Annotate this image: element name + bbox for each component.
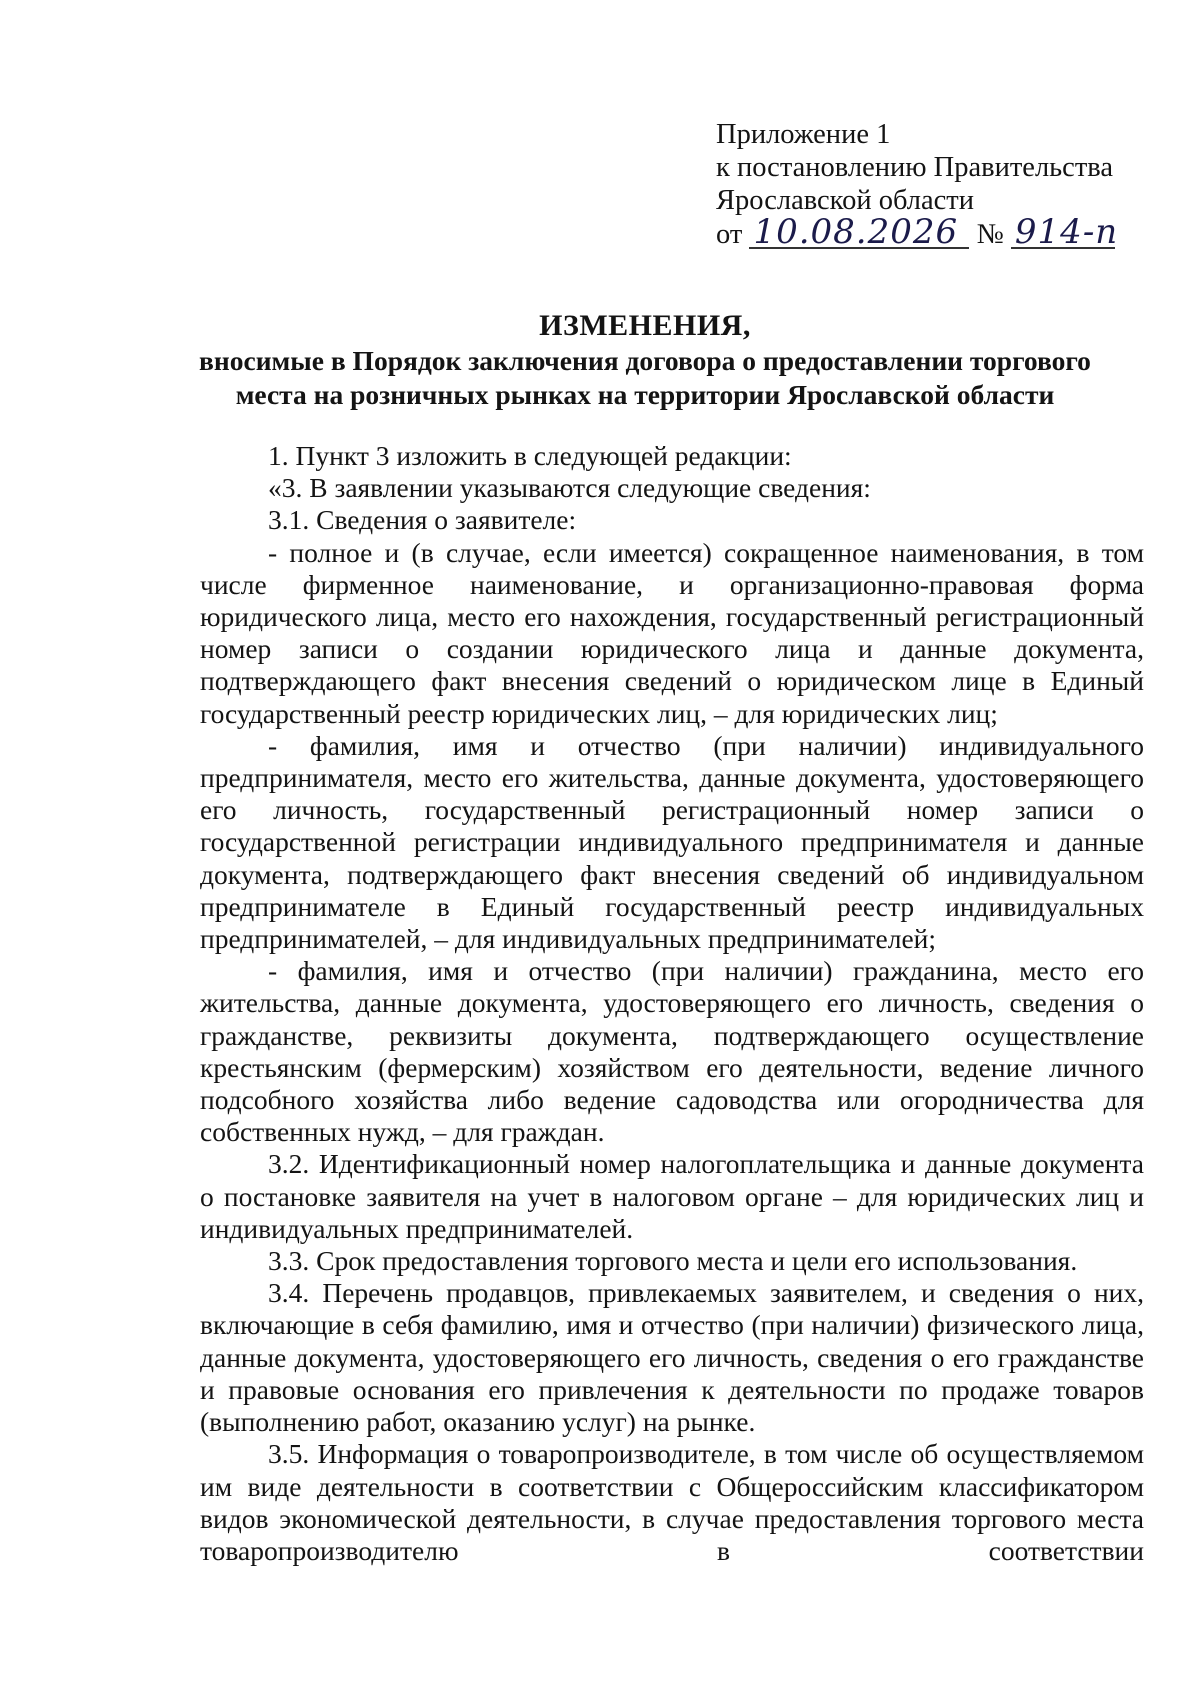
appendix-line-2: к постановлению Правительства — [716, 152, 1114, 183]
paragraph: 3.2. Идентификационный номер налогоплательщика и данные документа о постановке заявителя на учет в налоговом органе – для юридических лиц и индивидуальных предпринимателей. — [200, 1148, 1144, 1244]
document-body — [200, 440, 1144, 1567]
handwritten-date: 10.08.2026 — [749, 217, 969, 249]
appendix-line-1: Приложение 1 — [716, 119, 891, 150]
document-title — [150, 308, 1140, 412]
date-prefix: от — [716, 219, 743, 250]
title-subtitle-line-2: места на розничных рынках на территории Ярославской области — [235, 379, 1055, 410]
handwritten-number: 914-п — [1011, 217, 1115, 249]
title-main: ИЗМЕНЕНИЯ, — [539, 309, 751, 342]
title-subtitle-line-1: вносимые в Порядок заключения договора о предоставлении торгового — [199, 345, 1091, 376]
paragraph: 3.4. Перечень продавцов, привлекаемых заявителем, и сведения о них, включающие в себя фамилию, имя и отчество (при наличии) физического лица, данные документа, удостоверяющего его личность, сведения о его гражданстве и правовые основания его привлечения к деятельности по продаже товаров (выполнению работ, оказанию услуг) на рынке. — [200, 1277, 1144, 1438]
appendix-date-line — [716, 212, 1119, 252]
paragraph: 3.3. Срок предоставления торгового места и цели его использования. — [268, 1245, 1078, 1277]
paragraph: 3.5. Информация о товаропроизводителе, в том числе об осуществляемом им виде деятельности в соответствии с Общероссийским классификатором видов экономической деятельности, в случае предоставления торгового места товаропроизводителю в соответствии — [200, 1438, 1144, 1566]
paragraph: - фамилия, имя и отчество (при наличии) индивидуального предпринимателя, место его жительства, данные документа, удостоверяющего его личность, государственный регистрационный номер записи о государственной регистрации индивидуального предпринимателя и данные документа, подтверждающего факт внесения сведений об индивидуальном предпринимателе в Единый государственный реестр индивидуальных предпринимателей, – для индивидуальных предпринимателей; — [200, 729, 1144, 955]
paragraph: 1. Пункт 3 изложить в следующей редакции: — [268, 440, 792, 471]
paragraph: «3. В заявлении указываются следующие сведения: — [268, 472, 871, 504]
appendix-line-3: Ярославской области — [716, 185, 974, 216]
number-prefix: № — [976, 219, 1004, 250]
appendix-header — [716, 118, 1119, 252]
paragraph: - фамилия, имя и отчество (при наличии) гражданина, место его жительства, данные документа, удостоверяющего его личность, сведения о гражданстве, реквизиты документа, подтверждающего осуществление крестьянским (фермерским) хозяйством его деятельности, ведение личного подсобного хозяйства либо ведение садоводства или огородничества для собственных нужд, – для граждан. — [200, 955, 1144, 1148]
paragraph: - полное и (в случае, если имеется) сокращенное наименования, в том числе фирменное наименование, и организационно-правовая форма юридического лица, место его нахождения, государственный регистрационный номер записи о создании юридического лица и данные документа, подтверждающего факт внесения сведений о юридическом лице в Единый государственный реестр юридических лиц, – для юридических лиц; — [200, 536, 1144, 729]
paragraph: 3.1. Сведения о заявителе: — [268, 504, 577, 536]
